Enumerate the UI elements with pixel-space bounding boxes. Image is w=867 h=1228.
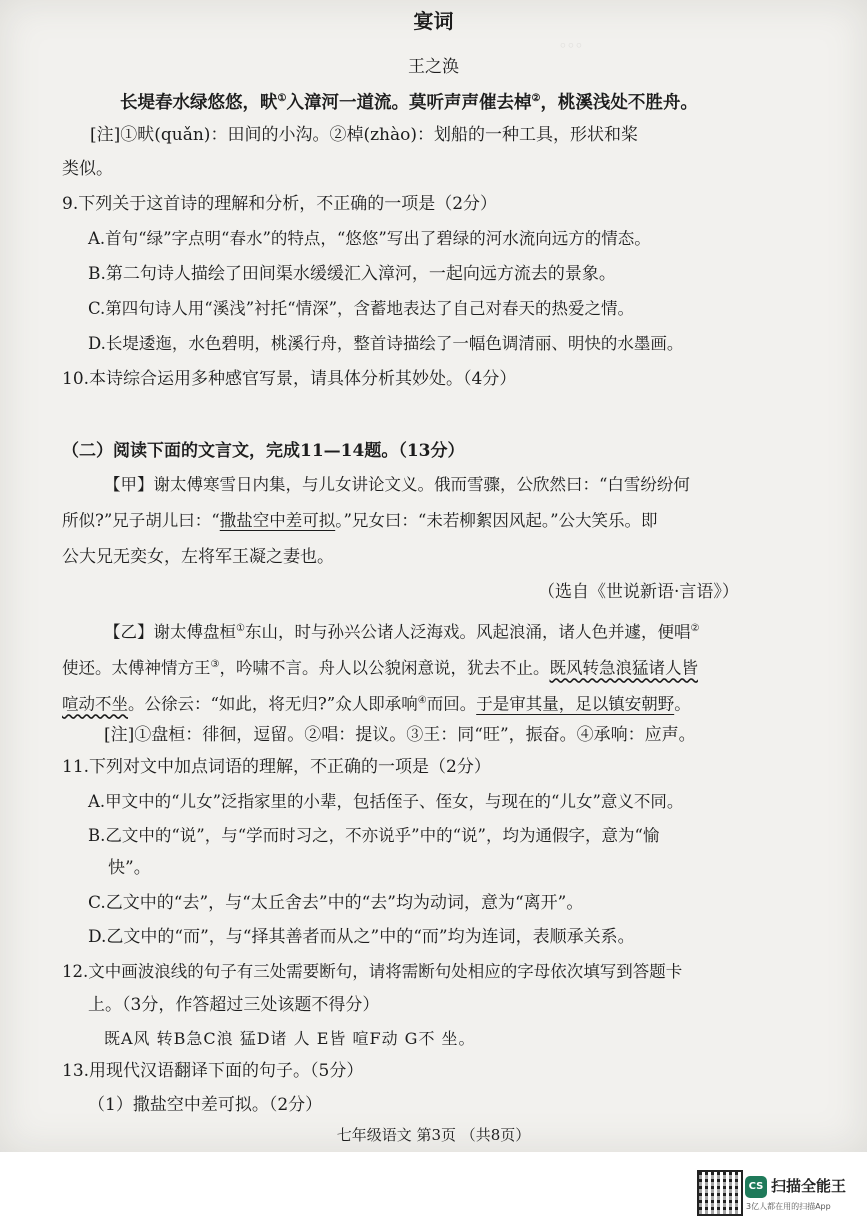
passage-jia-line1: 【甲】谢太傅寒雪日内集，与儿女讲论文义。俄而雪骤，公欣然曰：“白雪纷纷何 [104,475,690,494]
question-9-option-b: B.第二句诗人描绘了田间渠水缓缓汇入漳河，一起向远方流去的景象。 [88,264,616,284]
question-10: 10.本诗综合运用多种感官写景，请具体分析其妙处。（4分） [62,369,517,389]
page-footer: 七年级语文 第3页 （共8页） [336,1126,531,1144]
question-11-option-c: C.乙文中的“去”，与“太丘舍去”中的“去”均为动词，意为“离开”。 [88,893,584,913]
passage-yi-line3: 喧动不坐。公徐云：“如此，将无归?”众人即承响④而回。于是审其量，足以镇安朝野。 [62,694,691,714]
camscanner-logo-icon: CS [745,1176,767,1198]
passage-jia-source: （选自《世说新语·言语》） [538,582,739,602]
passage-yi-line1: 【乙】谢太傅盘桓①东山，时与孙兴公诸人泛海戏。风起浪涌，诸人色并遽，便唱② [104,622,700,642]
question-11-option-b: B.乙文中的“说”，与“学而时习之，不亦说乎”中的“说”，均为通假字，意为“愉 [88,826,660,845]
question-12-break-sentence: 既A风 转B急C浪 猛D诸 人 E皆 喧F动 G不 坐。 [104,1029,476,1048]
question-9-option-d: D.长堤逶迤，水色碧明，桃溪行舟，整首诗描绘了一幅色调清丽、明快的水墨画。 [88,334,684,353]
wavy-underlined-sentence: 既风转急浪猛诸人皆 [549,658,698,678]
question-12-stem-cont: 上。（3分，作答超过三处该题不得分） [88,995,380,1015]
question-9-option-c: C.第四句诗人用“溪浅”衬托“情深”，含蓄地表达了自己对春天的热爱之情。 [88,299,635,318]
question-11-stem: 11.下列对文中加点词语的理解，不正确的一项是（2分） [62,757,491,777]
section-2-heading: （二）阅读下面的文言文，完成11—14题。（13分） [62,441,465,461]
underlined-sentence-2: 于是审其量，足以镇安朝野 [476,694,675,714]
bleed-through-text: 。。。 [560,31,593,50]
question-11-option-d: D.乙文中的“而”，与“择其善者而从之”中的“而”均为连词，表顺承关系。 [88,927,635,947]
passage-yi-note: [注]①盘桓：徘徊，逗留。②唱：提议。③王：同“旺”，振奋。④承响：应声。 [104,725,696,745]
poem-title: 宴词 [413,9,454,33]
qr-code-icon [697,1170,743,1216]
scanner-brand-tagline: 3亿人都在用的扫描App [746,1202,831,1211]
question-12-stem: 12.文中画波浪线的句子有三处需要断句，请将需断句处相应的字母依次填写到答题卡 [62,962,683,981]
poem-body: 长堤春水绿悠悠，畎①入漳河一道流。莫听声声催去棹②，桃溪浅处不胜舟。 [120,92,698,113]
question-13-sub1: （1）撒盐空中差可拟。（2分） [88,1095,323,1115]
passage-jia-line2: 所似?”兄子胡儿曰：“撒盐空中差可拟。”兄女曰：“未若柳絮因风起。”公大笑乐。即 [62,511,658,530]
scanner-brand-name: 扫描全能王 [771,1177,847,1195]
passage-yi-line2: 使还。太傅神情方王③，吟啸不言。舟人以公貌闲意说，犹去不止。既风转急浪猛诸人皆 [62,658,698,678]
poem-note: [注]①畎(quǎn)：田间的小沟。②棹(zhào)：划船的一种工具，形状和桨 [90,125,638,145]
passage-jia-line3: 公大兄无奕女，左将军王凝之妻也。 [62,547,334,567]
question-13-stem: 13.用现代汉语翻译下面的句子。（5分） [62,1061,364,1081]
question-9-option-a: A.首句“绿”字点明“春水”的特点，“悠悠”写出了碧绿的河水流向远方的情态。 [88,229,651,248]
question-11-option-a: A.甲文中的“儿女”泛指家里的小辈，包括侄子、侄女，与现在的“儿女”意义不同。 [88,792,684,811]
question-9-stem: 9.下列关于这首诗的理解和分析，不正确的一项是（2分） [62,194,498,214]
question-11-option-b-cont: 快”。 [108,858,151,878]
poem-note-cont: 类似。 [62,159,113,179]
poem-author: 王之涣 [408,57,459,77]
underlined-sentence: 撒盐空中差可拟 [219,511,336,530]
